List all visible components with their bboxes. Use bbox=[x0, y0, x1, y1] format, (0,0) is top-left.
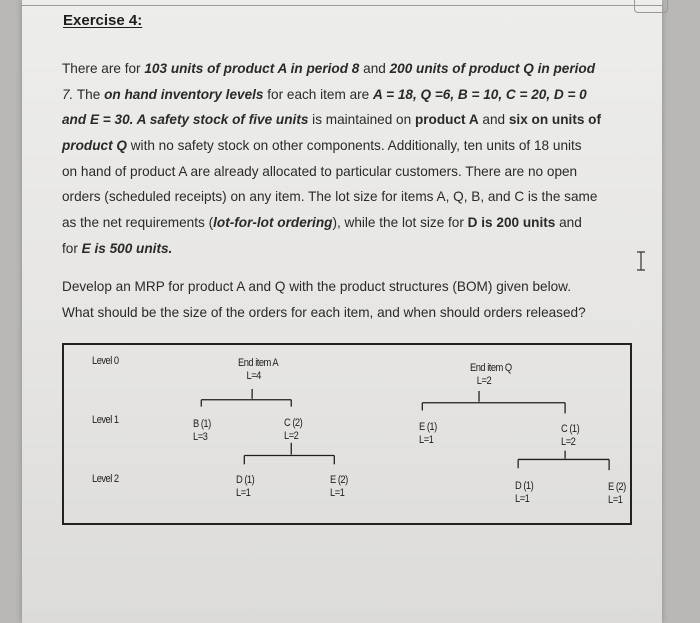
component-e2-under-c-name: E (2) bbox=[330, 474, 348, 486]
level-1-label: Level 1 bbox=[92, 414, 119, 426]
exercise-sheet bbox=[22, 0, 662, 623]
component-e1-leadtime: L=1 bbox=[419, 434, 434, 446]
component-e1 bbox=[419, 421, 437, 447]
end-item-q bbox=[470, 362, 512, 388]
statement-run: 200 units of product Q in period bbox=[389, 61, 596, 76]
component-c2 bbox=[284, 417, 302, 443]
statement-run: six on units of bbox=[508, 112, 602, 128]
exercise-heading: Exercise 4: bbox=[63, 12, 143, 29]
component-d1-under-c-name: D (1) bbox=[236, 474, 255, 486]
statement-line-8 bbox=[62, 236, 636, 262]
statement-run: orders (scheduled receipts) on any item. The lot size for items A, Q, B, and C is the same bbox=[62, 189, 598, 205]
component-c2-leadtime: L=2 bbox=[284, 430, 299, 442]
component-e2-under-c bbox=[330, 474, 348, 500]
level-2-label: Level 2 bbox=[92, 473, 119, 485]
statement-run: for bbox=[62, 240, 82, 256]
component-e2-under-q-name: E (2) bbox=[608, 481, 626, 493]
question-line-2: What should be the size of the orders for each item, and when should orders released? bbox=[62, 304, 586, 320]
component-e2-under-c-leadtime: L=1 bbox=[330, 487, 345, 499]
component-d1-under-c-leadtime: L=1 bbox=[236, 487, 251, 499]
statement-line-1 bbox=[62, 56, 636, 82]
text-cursor-icon bbox=[634, 250, 648, 272]
component-c1-name: C (1) bbox=[561, 423, 580, 435]
statement-run: D is 200 units bbox=[467, 215, 556, 231]
statement-run: and bbox=[555, 215, 582, 231]
component-d1-under-q-name: D (1) bbox=[515, 480, 534, 492]
component-d1-under-c bbox=[236, 474, 254, 500]
problem-statement bbox=[62, 56, 636, 262]
component-c1 bbox=[561, 423, 579, 449]
statement-run: product A bbox=[414, 112, 479, 128]
component-e1-name: E (1) bbox=[419, 421, 437, 433]
end-item-a bbox=[238, 357, 278, 383]
statement-run: A = 18, Q =6, B = 10, C = 20, D = 0 bbox=[373, 86, 587, 102]
statement-run: 103 units of product A in period 8 bbox=[144, 61, 360, 76]
end-item-a-name: End item A bbox=[238, 357, 279, 369]
statement-run: and bbox=[478, 112, 509, 128]
statement-run: and E = 30. A safety stock of five units bbox=[62, 112, 309, 128]
statement-run: on hand inventory levels bbox=[104, 86, 264, 102]
top-rule bbox=[22, 5, 662, 6]
statement-run: 7. bbox=[62, 86, 74, 102]
bom-diagram bbox=[62, 343, 632, 525]
component-b1-name: B (1) bbox=[193, 418, 211, 430]
question-line-1: Develop an MRP for product A and Q with the product structures (BOM) given below. bbox=[62, 279, 572, 294]
statement-line-3 bbox=[62, 107, 636, 133]
component-e2-under-q bbox=[608, 481, 626, 507]
component-b1-leadtime: L=3 bbox=[193, 431, 208, 443]
statement-run: lot-for-lot ordering bbox=[213, 215, 333, 231]
statement-run: ), while the lot size for bbox=[332, 215, 468, 231]
component-d1-under-q-leadtime: L=1 bbox=[515, 493, 530, 505]
statement-line-6 bbox=[62, 184, 636, 210]
statement-run: The bbox=[73, 86, 105, 102]
statement-run: product Q bbox=[62, 138, 127, 154]
statement-run: is maintained on bbox=[308, 112, 415, 128]
statement-run: as the net requirements ( bbox=[62, 215, 214, 231]
component-c2-name: C (2) bbox=[284, 417, 303, 429]
level-0-label: Level 0 bbox=[92, 355, 119, 367]
end-item-q-name: End item Q bbox=[470, 362, 512, 374]
component-d1-under-q bbox=[515, 480, 533, 506]
statement-line-7 bbox=[62, 210, 636, 236]
component-c1-leadtime: L=2 bbox=[561, 436, 576, 448]
statement-run: for each item are bbox=[263, 86, 374, 102]
component-e2-under-q-leadtime: L=1 bbox=[608, 494, 623, 506]
end-item-a-leadtime: L=4 bbox=[246, 370, 261, 382]
statement-line-2 bbox=[62, 82, 636, 108]
statement-line-4 bbox=[62, 133, 636, 159]
end-item-q-leadtime: L=2 bbox=[476, 375, 492, 387]
statement-line-5 bbox=[62, 159, 636, 185]
statement-run: and bbox=[359, 61, 390, 76]
page-corner-mark bbox=[634, 0, 668, 13]
statement-run: There are for bbox=[62, 61, 145, 76]
statement-run: on hand of product A are already allocated to particular customers. There are no open bbox=[62, 163, 578, 179]
task-question bbox=[62, 274, 636, 325]
component-b1 bbox=[193, 418, 211, 444]
statement-run: with no safety stock on other components. Additionally, ten units of 18 units bbox=[126, 138, 582, 154]
statement-run: E is 500 units. bbox=[81, 240, 173, 256]
